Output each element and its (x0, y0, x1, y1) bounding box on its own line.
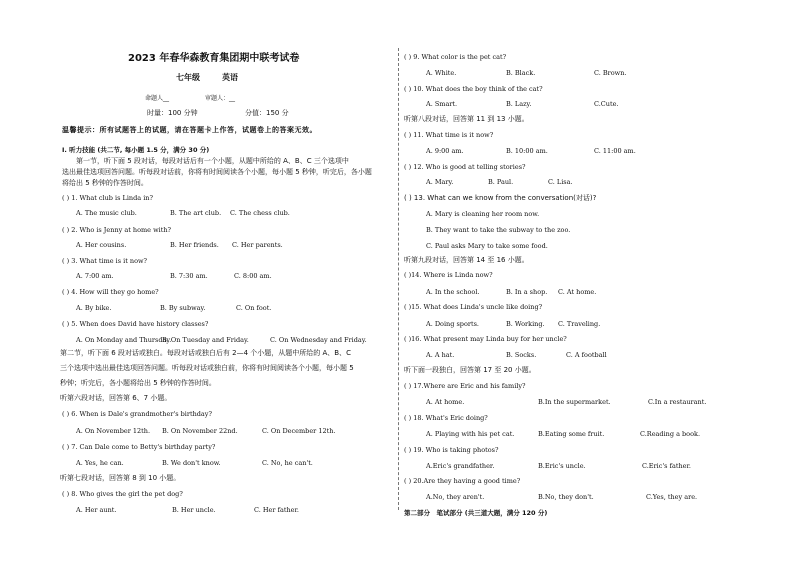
q12-option-a: A. Mary. (426, 178, 454, 186)
q17-option-a: A. At home. (426, 398, 465, 406)
exam-time: 时量：100 分钟 (147, 109, 198, 117)
q16-option-a: A. A hat. (426, 351, 455, 359)
q13-option-b: B. They want to take the subway to the zoo. (426, 226, 571, 234)
question-10: ( ) 10. What does the boy think of the cat? (404, 85, 543, 93)
exam-notice: 温馨提示：所有试题答上的试题，请在答题卡上作答，试题卷上的答案无效。 (62, 126, 317, 134)
author-label: 命题人__ (145, 95, 170, 102)
q14-option-b: B. In a shop. (506, 288, 548, 296)
q2-option-a: A. Her cousins. (76, 241, 127, 249)
q5-option-c: C. On Wednesday and Friday. (270, 336, 367, 344)
q3-option-b: B. 7:30 am. (170, 272, 208, 280)
exam-score: 分值：150 分 (245, 109, 289, 117)
q17-option-c: C.In a restaurant. (648, 398, 707, 406)
q7-option-a: A. Yes, he can. (76, 459, 124, 467)
q3-option-a: A. 7:00 am. (76, 272, 114, 280)
question-1: ( ) 1. What club is Linda in? (62, 194, 153, 202)
exam-title: 2023 年春华森教育集团期中联考试卷 (128, 53, 300, 64)
q2-option-c: C. Her parents. (232, 241, 283, 249)
grade-label: 七年级 (176, 73, 200, 82)
q8-option-a: A. Her aunt. (76, 506, 117, 514)
section1-heading: I. 听力技能 (共二节, 每小题 1.5 分，满分 30 分) (62, 146, 210, 154)
q6-option-c: C. On December 12th. (262, 427, 336, 435)
question-16: ( )16. What present may Linda buy for her uncle? (404, 335, 567, 343)
q11-option-a: A. 9:00 am. (426, 147, 464, 155)
q20-option-c: C.Yes, they are. (646, 493, 698, 501)
q6-option-a: A. On November 12th. (76, 427, 151, 435)
q16-option-b: B. Socks. (506, 351, 537, 359)
part1-intro-line1: 第一节，听下面 5 段对话，每段对话后有一个小题，从题中所给的 A、B、C 三个选项中 (76, 157, 349, 165)
q19-option-a: A.Eric's grandfather. (426, 462, 495, 470)
q9-option-a: A. White. (426, 69, 457, 77)
q6-option-b: B. On November 22nd. (162, 427, 238, 435)
question-18: ( ) 18. What's Eric doing? (404, 414, 488, 422)
listen-section7: 听第七段对话，回答第 8 到 10 小题。 (60, 474, 181, 482)
q3-option-c: C. 8:00 am. (234, 272, 272, 280)
q7-option-b: B. We don't know. (162, 459, 221, 467)
q16-option-c: C. A football (566, 351, 607, 359)
q11-option-c: C. 11:00 am. (594, 147, 636, 155)
q15-option-c: C. Traveling. (558, 320, 601, 328)
q1-option-b: B. The art club. (170, 209, 222, 217)
right-column (400, 0, 794, 562)
listen-section6: 听第六段对话，回答第 6、7 小题。 (60, 394, 172, 402)
listen-section8: 听第八段对话，回答第 11 到 13 小题。 (404, 115, 529, 123)
question-15: ( )15. What does Linda's uncle like doing? (404, 303, 543, 311)
q9-option-c: C. Brown. (594, 69, 627, 77)
reviewer-label: 审题人：__ (205, 95, 236, 102)
question-11: ( ) 11. What time is it now? (404, 131, 494, 139)
listen-section10: 听下面一段独白，回答第 17 至 20 小题。 (404, 366, 536, 374)
q14-option-a: A. In the school. (426, 288, 480, 296)
q4-option-b: B. By subway. (160, 304, 206, 312)
question-20: ( ) 20.Are they having a good time? (404, 477, 521, 485)
part1-intro-line2: 选出最佳选项回答问题。听每段对话前，你将有时间阅读各个小题，每小题 5 秒钟，听完后，各小题 (62, 168, 372, 176)
question-19: ( ) 19. Who is taking photos? (404, 446, 499, 454)
q8-option-b: B. Her uncle. (172, 506, 216, 514)
question-13: ( ) 13. What can we know from the conversation(对话)? (404, 194, 597, 202)
q18-option-c: C.Reading a book. (640, 430, 701, 438)
q18-option-a: A. Playing with his pet cat. (426, 430, 515, 438)
q17-option-b: B.In the supermarket. (538, 398, 611, 406)
question-17: ( ) 17.Where are Eric and his family? (404, 382, 526, 390)
question-4: ( ) 4. How will they go home? (62, 288, 159, 296)
subject-label: 英语 (222, 73, 238, 82)
q12-option-b: B. Paul. (488, 178, 514, 186)
q15-option-a: A. Doing sports. (426, 320, 479, 328)
q20-option-b: B.No, they don't. (538, 493, 594, 501)
q8-option-c: C. Her father. (254, 506, 299, 514)
q4-option-a: A. By bike. (76, 304, 112, 312)
q5-option-b: B. On Tuesday and Friday. (162, 336, 249, 344)
question-7: ( ) 7. Can Dale come to Betty's birthday party? (62, 443, 216, 451)
q12-option-c: C. Lisa. (548, 178, 573, 186)
q1-option-a: A. The music club. (76, 209, 137, 217)
q20-option-a: A.No, they aren't. (426, 493, 485, 501)
q14-option-c: C. At home. (558, 288, 597, 296)
q7-option-c: C. No, he can't. (262, 459, 313, 467)
q10-option-b: B. Lazy. (506, 100, 532, 108)
q9-option-b: B. Black. (506, 69, 536, 77)
q1-option-c: C. The chess club. (230, 209, 290, 217)
q13-option-a: A. Mary is cleaning her room now. (426, 210, 540, 218)
q13-option-c: C. Paul asks Mary to take some food. (426, 242, 548, 250)
part2-intro-line1: 第二节，听下面 6 段对话或独白。每段对话或独白后有 2—4 个小题，从题中所给的 A、B、C (60, 349, 351, 357)
question-6: ( ) 6. When is Dale's grandmother's birthday? (62, 410, 212, 418)
q18-option-b: B.Eating some fruit. (538, 430, 605, 438)
q19-option-b: B.Eric's uncle. (538, 462, 586, 470)
question-2: ( ) 2. Who is Jenny at home with? (62, 226, 172, 234)
section2-heading: 第二部分 笔试部分 (共三道大题，满分 120 分) (404, 509, 548, 517)
q15-option-b: B. Working. (506, 320, 545, 328)
part2-intro-line3: 秒钟；听完后，各小题将给出 5 秒钟的作答时间。 (60, 379, 216, 387)
part2-intro-line2: 三个选项中选出最佳选项回答问题。听每段对话或独白前，你将有时间阅读各个小题，每小题 5 (60, 364, 354, 372)
column-divider (398, 48, 399, 510)
q5-option-a: A. On Monday and Thursday. (76, 336, 172, 344)
question-12: ( ) 12. Who is good at telling stories? (404, 163, 526, 171)
q11-option-b: B. 10:00 am. (506, 147, 548, 155)
question-3: ( ) 3. What time is it now? (62, 257, 148, 265)
q10-option-a: A. Smart. (426, 100, 458, 108)
left-column (0, 0, 396, 562)
q2-option-b: B. Her friends. (170, 241, 219, 249)
listen-section9: 听第九段对话，回答第 14 至 16 小题。 (404, 256, 529, 264)
q10-option-c: C.Cute. (594, 100, 619, 108)
question-9: ( ) 9. What color is the pet cat? (404, 53, 507, 61)
q4-option-c: C. On foot. (236, 304, 272, 312)
question-8: ( ) 8. Who gives the girl the pet dog? (62, 490, 183, 498)
part1-intro-line3: 将给出 5 秒钟的作答时间。 (62, 179, 148, 187)
q19-option-c: C.Eric's father. (642, 462, 691, 470)
question-5: ( ) 5. When does David have history classes? (62, 320, 209, 328)
question-14: ( )14. Where is Linda now? (404, 271, 493, 279)
